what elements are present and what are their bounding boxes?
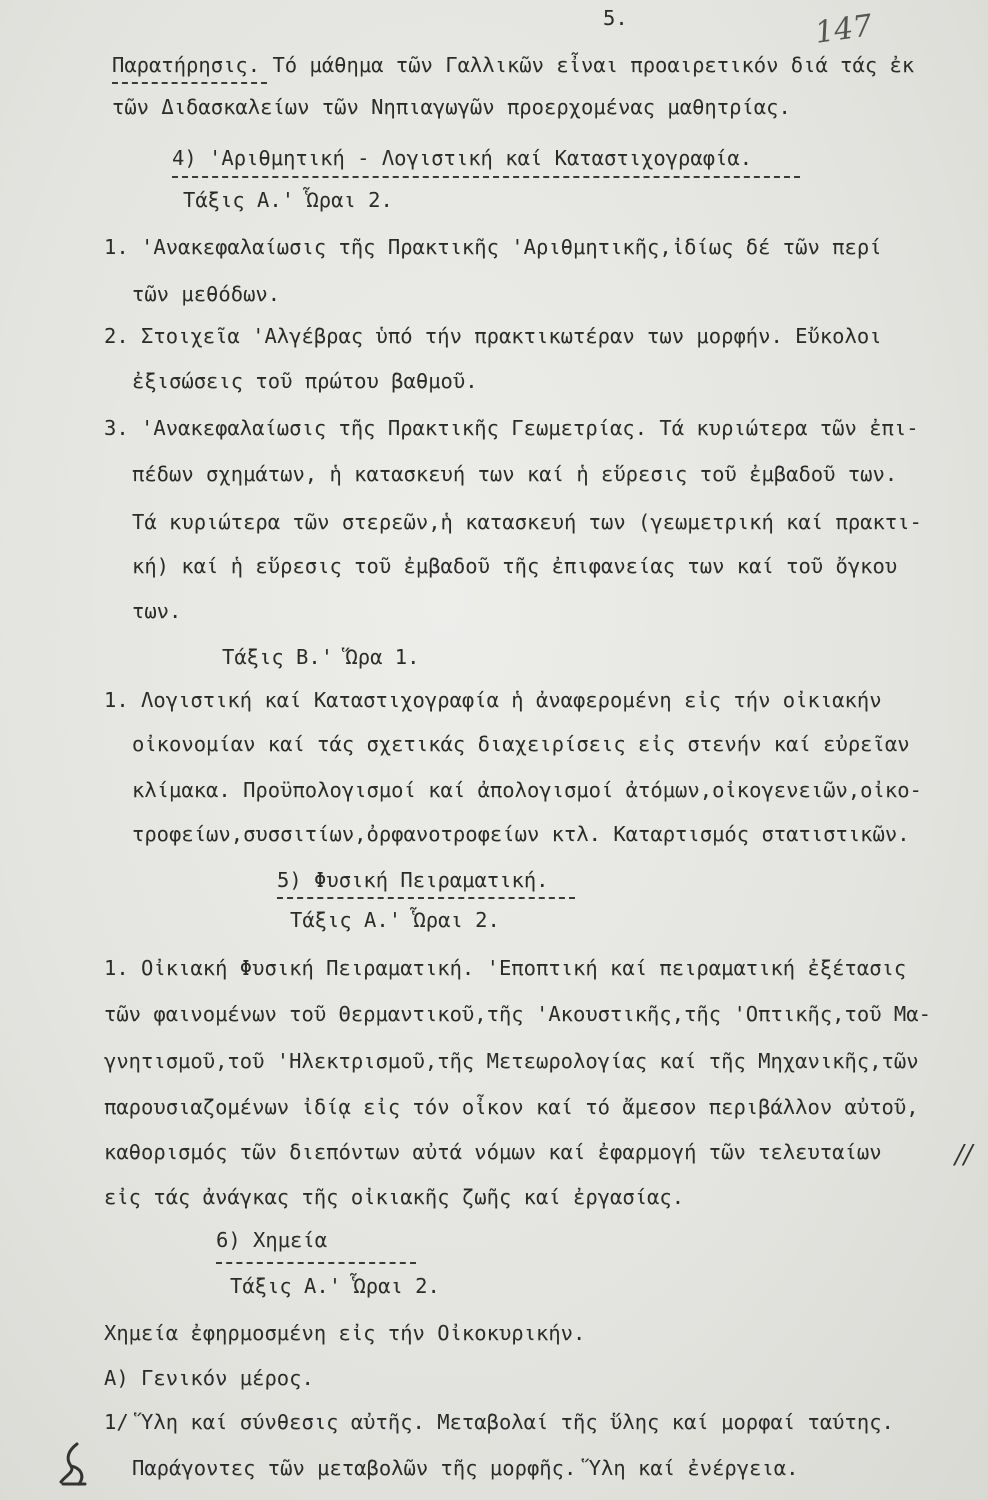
text-line: εἰς τάς ἀνάγκας τῆς οἰκιακῆς ζωῆς καί ἐργασίας. xyxy=(104,1185,685,1209)
underline-rule xyxy=(112,82,267,84)
margin-mark: // xyxy=(955,1140,973,1170)
text-line: 1. Λογιστική καί Καταστιχογραφία ἡ ἀναφερομένη εἰς τήν οἰκιακήν xyxy=(104,688,882,712)
text-line: κή) καί ἡ εὕρεσις τοῦ ἐμβαδοῦ τῆς ἐπιφανείας των καί τοῦ ὄγκου xyxy=(132,554,898,578)
class-hours: Τάξις Α.' Ὧραι 2. xyxy=(230,1274,440,1298)
text-line: Χημεία ἐφηρμοσμένη εἰς τήν Οἰκοκυρικήν. xyxy=(104,1321,586,1345)
page-number: 5. xyxy=(603,6,628,30)
text-line: πέδων σχημάτων, ἡ κατασκευή των καί ἡ εὕρεσις τοῦ ἐμβαδοῦ των. xyxy=(132,462,898,486)
handwritten-folio-number: 147 xyxy=(812,8,875,51)
text-line: κλίμακα. Προϋπολογισμοί καί ἀπολογισμοί ἀτόμων,οἰκογενειῶν,οἰκο- xyxy=(132,778,922,802)
class-hours: Τάξις Α.' Ὧραι 2. xyxy=(290,908,500,932)
text-line: Α) Γενικόν μέρος. xyxy=(104,1366,314,1390)
underline-rule xyxy=(277,897,575,899)
text-line: ἐξισώσεις τοῦ πρώτου βαθμοῦ. xyxy=(132,369,478,393)
text-line: τῶν μεθόδων. xyxy=(132,282,281,306)
text-line: 1/ Ὕλη καί σύνθεσις αὐτῆς. Μεταβολαί τῆς ὕλης καί μορφαί ταύτης. xyxy=(104,1410,894,1434)
text-line: τῶν φαινομένων τοῦ Θερμαντικοῦ,τῆς 'Ακουστικῆς,τῆς 'Οπτικῆς,τοῦ Μα- xyxy=(104,1002,931,1026)
text-line: τροφείων,συσσιτίων,ὀρφανοτροφείων κτλ. Καταρτισμός στατιστικῶν. xyxy=(132,822,910,846)
section-heading: 5) Φυσική Πειραματική. xyxy=(277,868,549,892)
class-hours: Τάξις Α.' Ὧραι 2. xyxy=(183,188,393,212)
text-line: παρουσιαζομένων ἰδίᾳ εἰς τόν οἶκον καί τό ἄμεσον περιβάλλον αὐτοῦ, xyxy=(104,1095,919,1119)
underline-rule xyxy=(216,1262,416,1264)
text-line: 1. 'Ανακεφαλαίωσις τῆς Πρακτικῆς 'Αριθμητικῆς,ἰδίως δέ τῶν περί xyxy=(104,235,882,259)
text-line: γνητισμοῦ,τοῦ 'Ηλεκτρισμοῦ,τῆς Μετεωρολογίας καί τῆς Μηχανικῆς,τῶν xyxy=(104,1049,919,1073)
text-line: των. xyxy=(132,599,182,623)
text-line: 1. Οἰκιακή Φυσική Πειραματική. 'Εποπτική καί πειραματική ἐξέτασις xyxy=(104,956,907,980)
text-line: τῶν Διδασκαλείων τῶν Νηπιαγωγῶν προερχομένας μαθητρίας. xyxy=(112,95,791,119)
text-line: Τά κυριώτερα τῶν στερεῶν,ἡ κατασκευή των (γεωμετρική καί πρακτι- xyxy=(132,510,922,534)
text-line: Παρατήρησις. Τό μάθημα τῶν Γαλλικῶν εἶναι προαιρετικόν διά τάς ἐκ xyxy=(112,53,915,77)
text-line: καθορισμός τῶν διεπόντων αὐτά νόμων καί ἐφαρμογή τῶν τελευταίων xyxy=(104,1140,882,1164)
text-line: 2. Στοιχεῖα 'Αλγέβρας ὑπό τήν πρακτικωτέραν των μορφήν. Εὔκολοι xyxy=(104,324,882,348)
archive-stamp-icon xyxy=(55,1440,95,1490)
text-line: Παράγοντες τῶν μεταβολῶν τῆς μορφῆς. Ὕλη καί ἐνέργεια. xyxy=(132,1456,799,1480)
section-heading: 4) 'Αριθμητική - Λογιστική καί Καταστιχογραφία. xyxy=(172,146,753,170)
text-line: 3. 'Ανακεφαλαίωσις τῆς Πρακτικῆς Γεωμετρίας. Τά κυριώτερα τῶν ἐπι- xyxy=(104,416,919,440)
section-heading: 6) Χημεία xyxy=(216,1228,328,1252)
class-hours: Τάξις Β.' Ὥρα 1. xyxy=(222,645,420,669)
underline-rule xyxy=(172,176,800,178)
text-line: οἰκονομίαν καί τάς σχετικάς διαχειρίσεις εἰς στενήν καί εὐρεῖαν xyxy=(132,732,910,756)
